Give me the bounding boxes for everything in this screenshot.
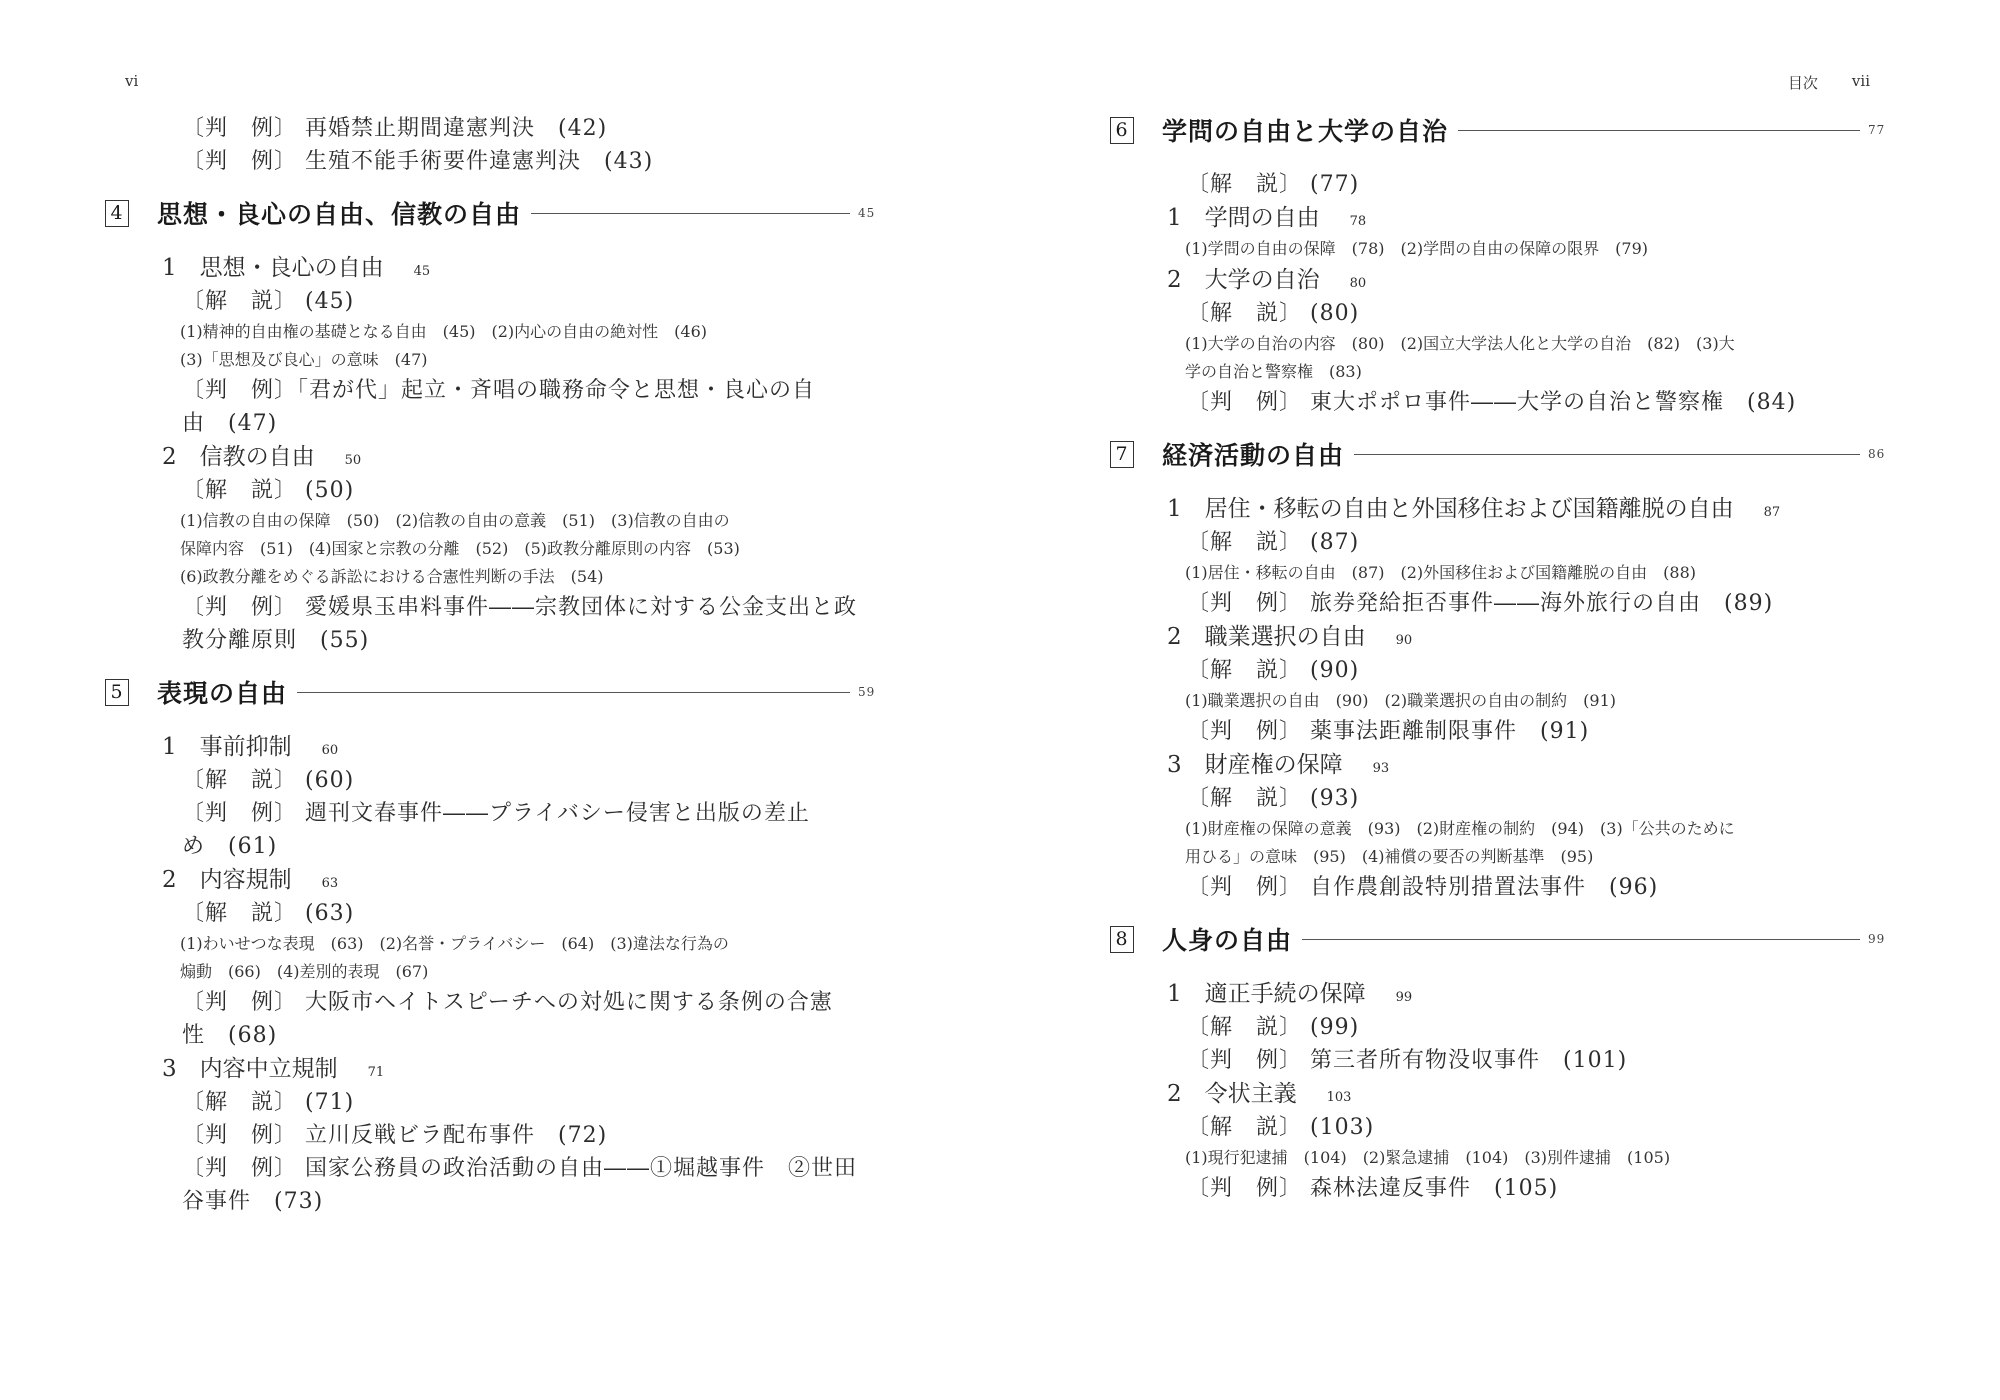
section-heading [1110, 748, 1890, 782]
entry-line: 性 (68) [182, 1023, 278, 1048]
entry-line: 〔解 説〕 (99) [1187, 1015, 1360, 1040]
chapter-page: 45 [858, 206, 876, 220]
section-title: 1 学問の自由 [1167, 205, 1320, 231]
section-title: 3 財産権の保障 [1167, 752, 1343, 778]
entry-line: 〔判 例〕「君が代」起立・斉唱の職務命令と思想・良心の自 [182, 378, 816, 403]
chapter-heading [1110, 112, 1890, 148]
subtopic-line: (1)精神的自由権の基礎となる自由 (45) (2)内心の自由の絶対性 (46) [180, 322, 708, 341]
entry-line: 〔解 説〕 (87) [1187, 530, 1360, 555]
section-page: 63 [321, 876, 339, 891]
chapter-heading [105, 674, 880, 710]
chapter-title: 表現の自由 [157, 679, 288, 708]
entry-line: 〔判 例〕 森林法違反事件 (105) [1187, 1176, 1559, 1201]
entry-line: 〔解 説〕 (50) [182, 478, 355, 503]
chapter-heading [1110, 436, 1890, 472]
section-title: 1 事前抑制 [162, 734, 292, 760]
subtopic-line: (1)現行犯逮捕 (104) (2)緊急逮捕 (104) (3)別件逮捕 (105) [1185, 1148, 1671, 1167]
toc-list [105, 112, 880, 1218]
section-heading [1110, 263, 1890, 297]
entry-line: 〔判 例〕 東大ポポロ事件――大学の自治と警察権 (84) [1187, 390, 1797, 415]
leader-rule [531, 213, 850, 214]
entry-line: 〔解 説〕 (71) [182, 1090, 355, 1115]
chapter-title: 経済活動の自由 [1162, 441, 1345, 470]
section-title: 2 職業選択の自由 [1167, 624, 1366, 650]
right-page [1000, 0, 2000, 1400]
section-page: 71 [367, 1065, 385, 1080]
entry-line: 〔判 例〕 国家公務員の政治活動の自由――①堀越事件 ②世田 [182, 1156, 857, 1181]
section-title: 2 信教の自由 [162, 444, 315, 470]
entry-line: 教分離原則 (55) [182, 628, 370, 653]
section-heading [105, 863, 880, 897]
chapter-title: 人身の自由 [1162, 926, 1293, 955]
entry-line: 〔解 説〕 (63) [182, 901, 355, 926]
section-title: 1 居住・移転の自由と外国移住および国籍離脱の自由 [1167, 496, 1734, 522]
chapter-heading [1110, 921, 1890, 957]
entry-line: 谷事件 (73) [182, 1189, 324, 1214]
section-heading [1110, 977, 1890, 1011]
entry-line: 〔判 例〕 第三者所有物没収事件 (101) [1187, 1048, 1628, 1073]
entry-line: 〔解 説〕 (93) [1187, 786, 1360, 811]
chapter-number: 6 [1110, 117, 1134, 144]
entry-line: 〔解 説〕 (90) [1187, 658, 1360, 683]
section-page: 99 [1395, 990, 1413, 1005]
chapter-number: 8 [1110, 926, 1134, 953]
section-page: 93 [1372, 761, 1390, 776]
leader-rule [297, 692, 850, 693]
section-title: 1 思想・良心の自由 [162, 255, 384, 281]
subtopic-line: (1)居住・移転の自由 (87) (2)外国移住および国籍離脱の自由 (88) [1185, 563, 1697, 582]
section-page: 78 [1349, 214, 1367, 229]
entry-line: 〔解 説〕 (45) [182, 289, 355, 314]
chapter-page: 99 [1868, 932, 1886, 946]
section-title: 1 適正手続の保障 [1167, 981, 1366, 1007]
section-title: 3 内容中立規制 [162, 1056, 338, 1082]
section-heading [1110, 201, 1890, 235]
entry-line: 〔解 説〕 (103) [1187, 1115, 1375, 1140]
section-heading [105, 730, 880, 764]
chapter-number: 5 [105, 679, 129, 706]
entry-line: め (61) [182, 834, 278, 859]
subtopic-line: (1)職業選択の自由 (90) (2)職業選択の自由の制約 (91) [1185, 691, 1617, 710]
section-heading [1110, 620, 1890, 654]
chapter-page: 77 [1868, 123, 1886, 137]
section-title: 2 令状主義 [1167, 1081, 1297, 1107]
leader-rule [1458, 130, 1860, 131]
section-page: 80 [1349, 276, 1367, 291]
section-heading [105, 440, 880, 474]
section-heading [105, 1052, 880, 1086]
leader-rule [1302, 939, 1860, 940]
toc-list [1110, 112, 1890, 1205]
entry-line: 〔解 説〕 (80) [1187, 301, 1360, 326]
section-title: 2 大学の自治 [1167, 267, 1320, 293]
leader-rule [1354, 454, 1860, 455]
subtopic-line: 用ひる」の意味 (95) (4)補償の要否の判断基準 (95) [1185, 847, 1594, 866]
chapter-title: 思想・良心の自由、信教の自由 [157, 200, 522, 229]
entry-line: 〔解 説〕 (60) [182, 768, 355, 793]
entry-line: 〔判 例〕 愛媛県玉串料事件――宗教団体に対する公金支出と政 [182, 595, 857, 620]
entry-line: 〔判 例〕 旅券発給拒否事件――海外旅行の自由 (89) [1187, 591, 1774, 616]
section-page: 60 [321, 743, 339, 758]
page-number: vi [125, 72, 139, 90]
entry-line: 〔判 例〕 立川反戦ビラ配布事件 (72) [182, 1123, 608, 1148]
entry-line: 〔解 説〕 (77) [1187, 172, 1360, 197]
subtopic-line: 学の自治と警察権 (83) [1185, 362, 1362, 381]
section-page: 87 [1763, 505, 1781, 520]
entry-line: 〔判 例〕 自作農創設特別措置法事件 (96) [1187, 875, 1659, 900]
subtopic-line: 煽動 (66) (4)差別的表現 (67) [180, 962, 429, 981]
section-page: 90 [1395, 633, 1413, 648]
chapter-heading [105, 195, 880, 231]
subtopic-line: (1)学問の自由の保障 (78) (2)学問の自由の保障の限界 (79) [1185, 239, 1649, 258]
entry-line: 〔判 例〕 大阪市ヘイトスピーチへの対処に関する条例の合憲 [182, 990, 833, 1015]
subtopic-line: (1)財産権の保障の意義 (93) (2)財産権の制約 (94) (3)「公共のために [1185, 819, 1735, 838]
section-page: 50 [344, 453, 362, 468]
subtopic-line: (1)信教の自由の保障 (50) (2)信教の自由の意義 (51) (3)信教の自由の [180, 511, 730, 530]
subtopic-line: 保障内容 (51) (4)国家と宗教の分離 (52) (5)政教分離原則の内容 (53) [180, 539, 740, 558]
section-title: 2 内容規制 [162, 867, 292, 893]
subtopic-line: (6)政教分離をめぐる訴訟における合憲性判断の手法 (54) [180, 567, 604, 586]
section-page: 103 [1326, 1090, 1352, 1105]
chapter-title: 学問の自由と大学の自治 [1162, 117, 1449, 146]
entry-line: 〔判 例〕 再婚禁止期間違憲判決 (42) [182, 116, 608, 141]
page-number: vii [1851, 72, 1870, 90]
section-heading [1110, 1077, 1890, 1111]
subtopic-line: (3)「思想及び良心」の意味 (47) [180, 350, 428, 369]
entry-line: 〔判 例〕 週刊文春事件――プライバシー侵害と出版の差止 [182, 801, 810, 826]
subtopic-line: (1)わいせつな表現 (63) (2)名誉・プライバシー (64) (3)違法な行為の [180, 934, 729, 953]
chapter-number: 4 [105, 200, 129, 227]
section-page: 45 [413, 264, 431, 279]
running-header [1788, 72, 1870, 93]
entry-line: 〔判 例〕 生殖不能手術要件違憲判決 (43) [182, 149, 654, 174]
chapter-number: 7 [1110, 441, 1134, 468]
chapter-page: 86 [1868, 447, 1886, 461]
running-header-label: 目次 [1787, 74, 1818, 92]
section-heading [105, 251, 880, 285]
entry-line: 〔判 例〕 薬事法距離制限事件 (91) [1187, 719, 1590, 744]
subtopic-line: (1)大学の自治の内容 (80) (2)国立大学法人化と大学の自治 (82) (3)大 [1185, 334, 1735, 353]
section-heading [1110, 492, 1890, 526]
chapter-page: 59 [858, 685, 876, 699]
entry-line: 由 (47) [182, 411, 278, 436]
